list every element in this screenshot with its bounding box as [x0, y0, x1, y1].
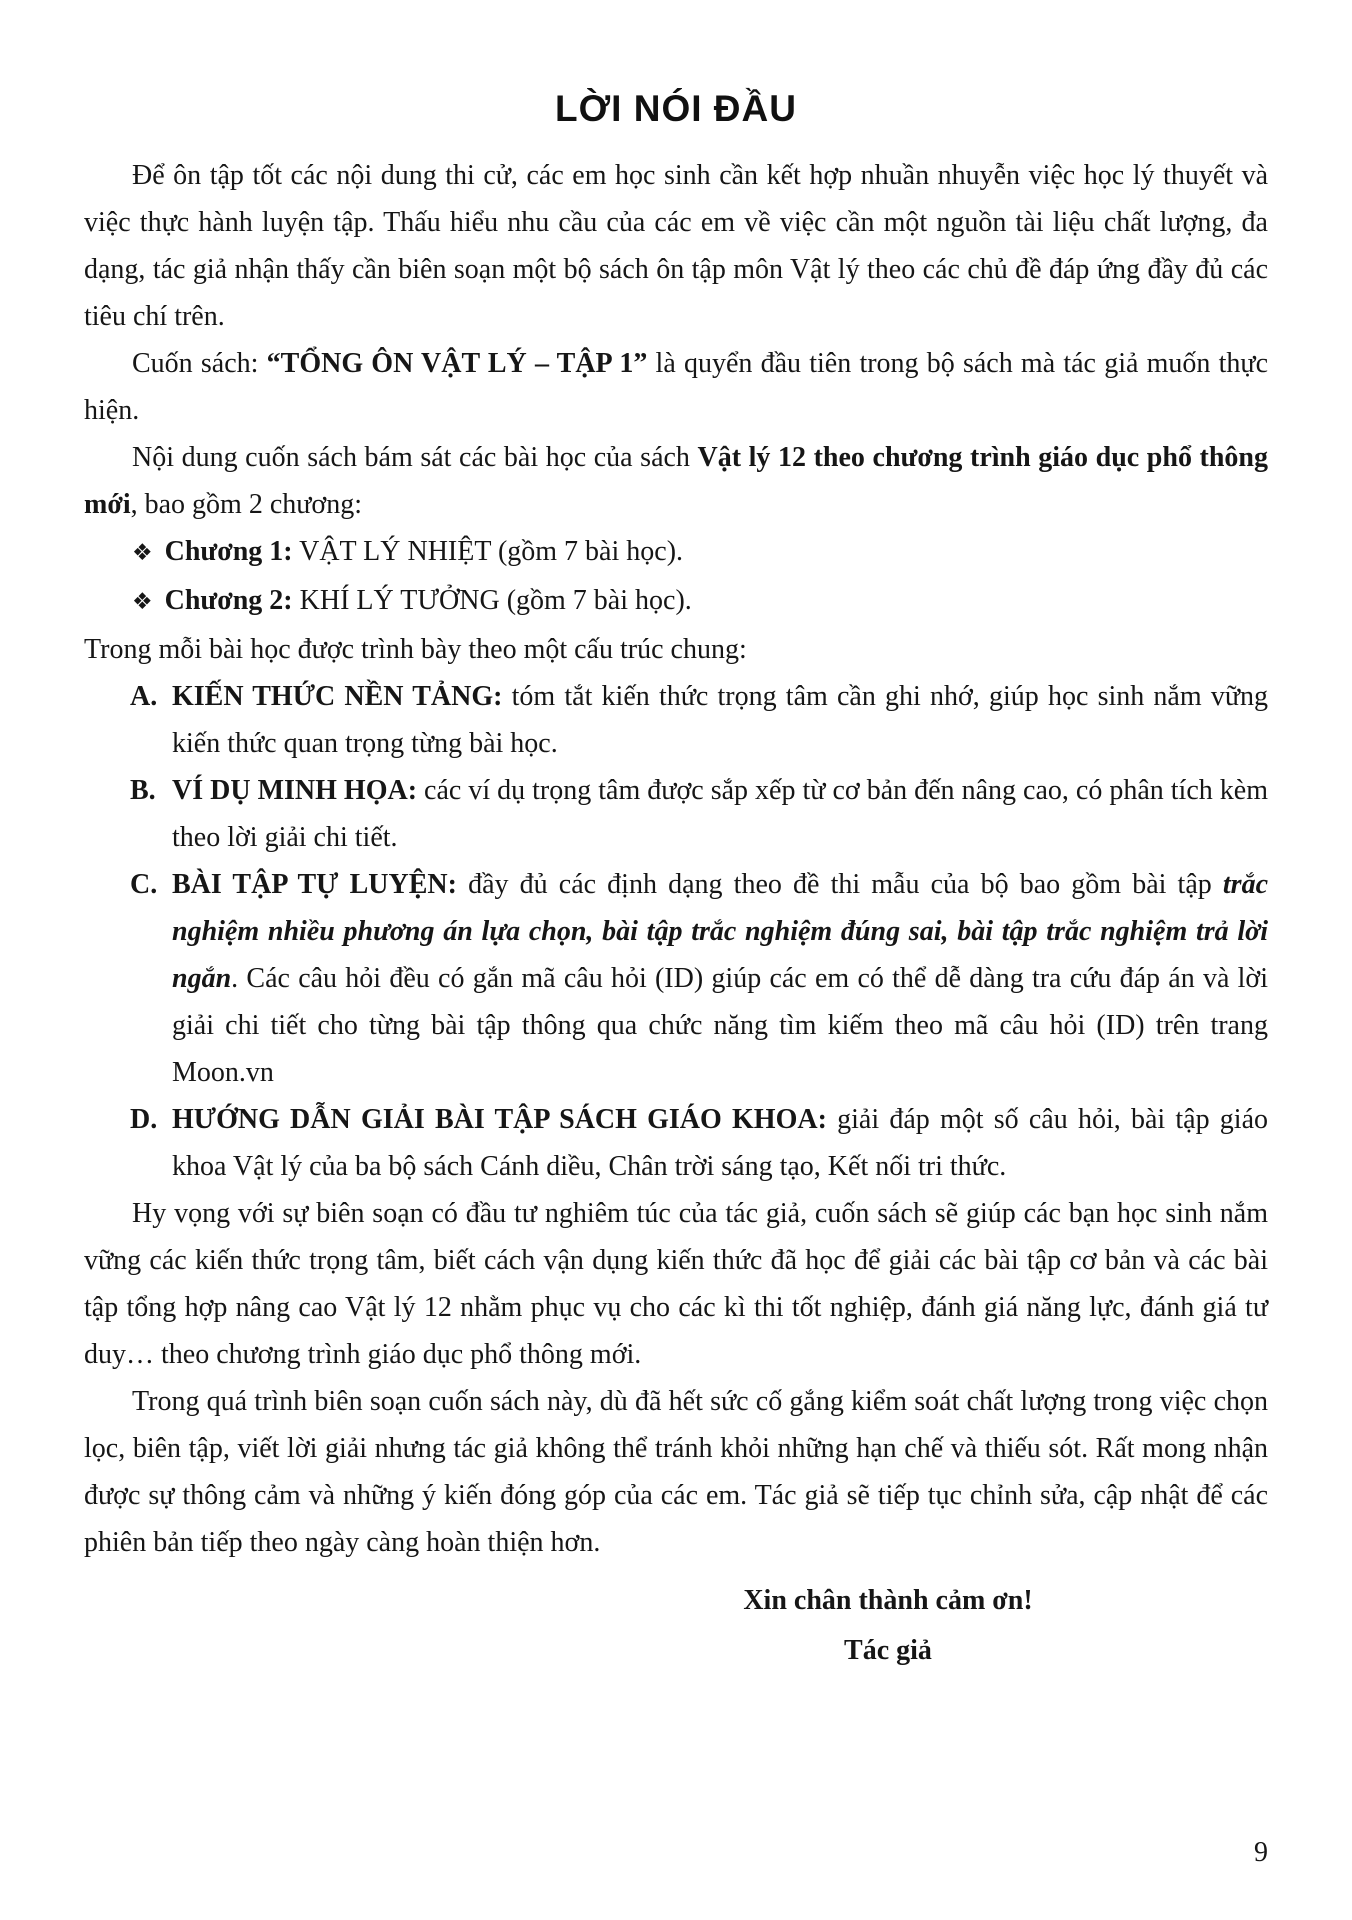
list-item-chapter-2	[84, 577, 1268, 626]
author-line: Tác giả	[844, 1635, 932, 1666]
item-d-text: HƯỚNG DẪN GIẢI BÀI TẬP SÁCH GIÁO KHOA: giải đáp một số câu hỏi, bài tập giáo khoa Vật lý của ba bộ sách Cánh diều, Chân trời sáng tạo, Kết nối tri thức.	[172, 1104, 1268, 1182]
diamond-bullet-icon: ❖	[132, 540, 153, 566]
signature-block	[668, 1576, 1108, 1676]
chapter-1-text: Chương 1: VẬT LÝ NHIỆT (gồm 7 bài học).	[164, 536, 684, 567]
item-d-letter: D.	[130, 1104, 158, 1135]
page-number: 9	[1254, 1837, 1268, 1868]
thanks-line: Xin chân thành cảm ơn!	[743, 1585, 1033, 1616]
list-item-a	[84, 673, 1268, 767]
list-item-d	[84, 1096, 1268, 1190]
list-item-chapter-1	[84, 528, 1268, 577]
bottom-spacer	[84, 1676, 1268, 1836]
paragraph-book-title: Cuốn sách: “TỔNG ÔN VẬT LÝ – TẬP 1” là quyển đầu tiên trong bộ sách mà tác giả muốn thực hiện.	[84, 348, 1268, 426]
page-content	[84, 152, 1268, 1566]
item-a-text: KIẾN THỨC NỀN TẢNG: tóm tắt kiến thức trọng tâm cần ghi nhớ, giúp học sinh nắm vững kiến thức quan trọng từng bài học.	[172, 681, 1269, 759]
item-c-text: BÀI TẬP TỰ LUYỆN: đầy đủ các định dạng theo đề thi mẫu của bộ bao gồm bài tập trắc nghiệm nhiều phương án lựa chọn, bài tập trắc nghiệm đúng sai, bài tập trắc nghiệm trả lời ngắn. Các câu hỏi đều có gắn mã câu hỏi (ID) giúp các em có thể dễ dàng tra cứu đáp án và lời giải chi tiết cho từng bài tập thông qua chức năng tìm kiếm theo mã câu hỏi (ID) trên trang Moon.vn	[172, 869, 1268, 1088]
paragraph-contents: Nội dung cuốn sách bám sát các bài học của sách Vật lý 12 theo chương trình giáo dục phổ thông mới, bao gồm 2 chương:	[84, 442, 1268, 520]
item-a-letter: A.	[130, 681, 158, 712]
page-title: LỜI NÓI ĐẦU	[555, 88, 797, 129]
paragraph-intro: Để ôn tập tốt các nội dung thi cử, các em học sinh cần kết hợp nhuần nhuyễn việc học lý thuyết và việc thực hành luyện tập. Thấu hiểu nhu cầu của các em về việc cần một nguồn tài liệu chất lượng, đa dạng, tác giả nhận thấy cần biên soạn một bộ sách ôn tập môn Vật lý theo các chủ đề đáp ứng đầy đủ các tiêu chí trên.	[84, 160, 1268, 332]
item-b-text: VÍ DỤ MINH HỌA: các ví dụ trọng tâm được sắp xếp từ cơ bản đến nâng cao, có phân tích kèm theo lời giải chi tiết.	[172, 775, 1268, 853]
list-item-b	[84, 767, 1268, 861]
list-item-c	[84, 861, 1268, 1096]
item-c-letter: C.	[130, 869, 158, 900]
item-b-letter: B.	[130, 775, 156, 806]
chapter-2-text: Chương 2: KHÍ LÝ TƯỞNG (gồm 7 bài học).	[164, 585, 692, 616]
paragraph-hope: Hy vọng với sự biên soạn có đầu tư nghiêm túc của tác giả, cuốn sách sẽ giúp các bạn học sinh nắm vững các kiến thức trọng tâm, biết cách vận dụng kiến thức đã học để giải các bài tập cơ bản và các bài tập tổng hợp nâng cao Vật lý 12 nhằm phục vụ cho các kì thi tốt nghiệp, đánh giá năng lực, đánh giá tư duy… theo chương trình giáo dục phổ thông mới.	[84, 1198, 1268, 1370]
paragraph-apology: Trong quá trình biên soạn cuốn sách này, dù đã hết sức cố gắng kiểm soát chất lượng trong việc chọn lọc, biên tập, viết lời giải nhưng tác giả không thể tránh khỏi những hạn chế và thiếu sót. Rất mong nhận được sự thông cảm và những ý kiến đóng góp của các em. Tác giả sẽ tiếp tục chỉnh sửa, cập nhật để các phiên bản tiếp theo ngày càng hoàn thiện hơn.	[84, 1386, 1268, 1558]
paragraph-structure-intro: Trong mỗi bài học được trình bày theo một cấu trúc chung:	[84, 634, 747, 665]
diamond-bullet-icon: ❖	[132, 589, 153, 615]
